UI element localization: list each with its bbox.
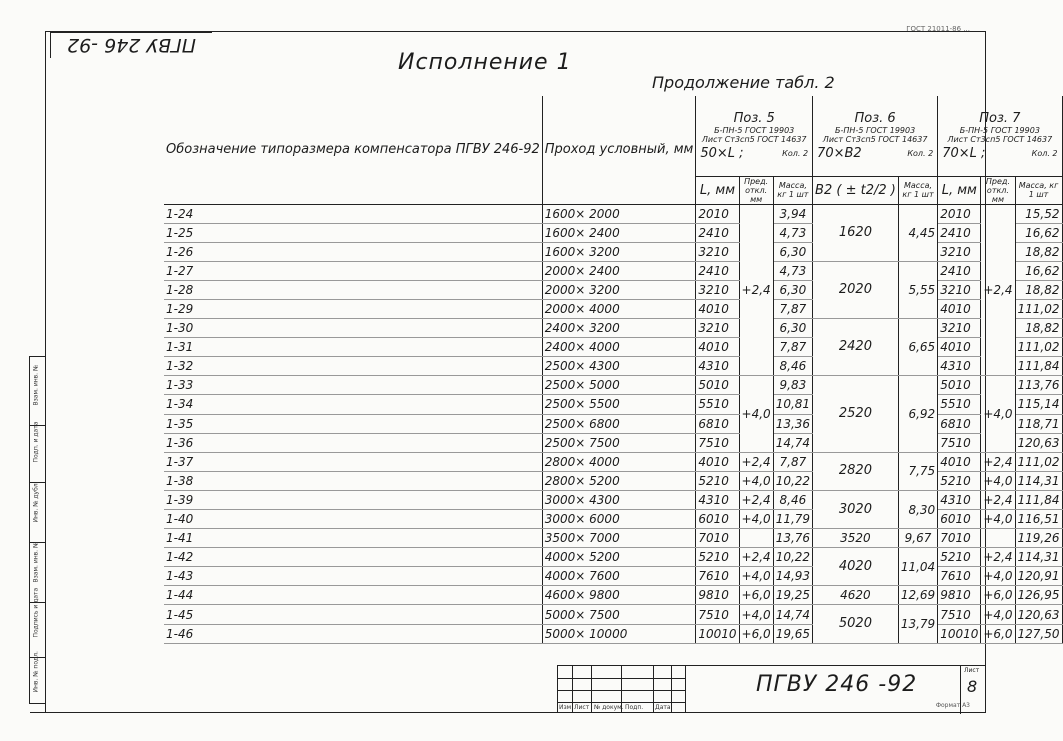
cell-pos7-L: 3210: [938, 319, 981, 338]
cell-pos7-mass: 126,95: [1015, 586, 1062, 605]
cell-pos7-dev: +2,4: [981, 452, 1015, 471]
cell-pos5-mass: 9,83: [773, 376, 812, 395]
cell-pos5-L: 7510: [696, 605, 739, 624]
sheet-number: 8: [967, 677, 978, 696]
cell-pos7-mass: 120,63: [1015, 605, 1062, 624]
sheet-label: Лист: [964, 667, 980, 674]
cell-pos5-L: 5510: [696, 395, 739, 414]
cell-pos7-mass: 18,82: [1015, 280, 1062, 299]
cell-pos6-B: 2520: [813, 376, 899, 452]
cell-pos7-dev: +4,0: [981, 376, 1015, 452]
cell-passage: 2000× 4000: [542, 299, 696, 318]
cell-pos5-dev: +4,0: [739, 471, 773, 490]
cell-pos5-L: 6010: [696, 510, 739, 529]
cell-pos6-B: 4020: [813, 548, 899, 586]
cell-designation: 1-29: [164, 299, 542, 318]
cell-pos5-mass: 10,22: [773, 548, 812, 567]
cell-passage: 2500× 5500: [542, 395, 696, 414]
cell-pos5-dev: +2,4: [739, 490, 773, 509]
cell-pos7-dev: [981, 529, 1015, 548]
pos5-qty: Кол. 2: [782, 148, 809, 158]
cell-passage: 2500× 7500: [542, 433, 696, 452]
cell-designation: 1-38: [164, 471, 542, 490]
cell-pos5-L: 4310: [696, 357, 739, 376]
cell-pos7-mass: 111,84: [1015, 357, 1062, 376]
cell-pos7-L: 7510: [938, 433, 981, 452]
cell-pos7-mass: 111,02: [1015, 299, 1062, 318]
pos6-title: Поз. 6: [854, 110, 896, 126]
cell-pos7-mass: 115,14: [1015, 395, 1062, 414]
cell-pos7-mass: 111,02: [1015, 452, 1062, 471]
cell-designation: 1-28: [164, 280, 542, 299]
cell-pos5-L: 3210: [696, 319, 739, 338]
cell-pos7-L: 2410: [938, 223, 981, 242]
cell-pos6-B: 2820: [813, 452, 899, 490]
cell-pos6-mass: 8,30: [898, 490, 937, 528]
cell-pos5-L: 5010: [696, 376, 739, 395]
cell-designation: 1-34: [164, 395, 542, 414]
tb-label-sign: Подп.: [625, 704, 644, 711]
header-pos5: [696, 96, 813, 176]
cell-pos6-B: 4620: [813, 586, 899, 605]
cell-pos7-L: 4310: [938, 357, 981, 376]
table-row: [164, 529, 1062, 548]
cell-pos7-mass: 116,51: [1015, 510, 1062, 529]
tb-label-doc: № докум.: [594, 704, 624, 711]
cell-pos5-mass: 7,87: [773, 299, 812, 318]
cell-pos5-dev: +6,0: [739, 624, 773, 643]
cell-pos7-L: 4010: [938, 338, 981, 357]
cell-designation: 1-35: [164, 414, 542, 433]
table-row: [164, 548, 1062, 567]
cell-pos5-L: 6810: [696, 414, 739, 433]
strip-label: Инв. № дубл.: [32, 481, 40, 523]
cell-pos7-mass: 120,63: [1015, 433, 1062, 452]
cell-pos6-mass: 11,04: [898, 548, 937, 586]
header-pos6-mass: Масса, кг 1 шт: [898, 176, 937, 204]
cell-pos7-L: 7010: [938, 529, 981, 548]
cell-pos7-mass: 15,52: [1015, 204, 1062, 223]
cell-passage: 1600× 2000: [542, 204, 696, 223]
cell-pos7-L: 5010: [938, 376, 981, 395]
cell-pos6-mass: 6,65: [898, 319, 937, 376]
cell-passage: 2400× 3200: [542, 319, 696, 338]
cell-pos5-mass: 6,30: [773, 280, 812, 299]
cell-pos6-B: 3020: [813, 490, 899, 528]
cell-designation: 1-43: [164, 567, 542, 586]
cell-pos5-dev: +2,4: [739, 548, 773, 567]
title-block: [557, 665, 986, 713]
table-row: [164, 605, 1062, 624]
header-pos5-dev: Пред. откл. мм: [739, 176, 773, 204]
strip-label: Подп. и дата: [32, 421, 40, 463]
cell-pos7-L: 2410: [938, 261, 981, 280]
cell-pos6-mass: 9,67: [898, 529, 937, 548]
cell-pos5-mass: 7,87: [773, 338, 812, 357]
cell-pos5-L: 4010: [696, 452, 739, 471]
cell-pos6-B: 2420: [813, 319, 899, 376]
pos7-spec2: Лист Ст3сп5 ГОСТ 14637: [947, 134, 1053, 144]
cell-pos5-mass: 14,93: [773, 567, 812, 586]
pos6-spec2: Лист Ст3сп5 ГОСТ 14637: [822, 134, 928, 144]
cell-pos5-dev: +2,4: [739, 204, 773, 376]
cell-pos7-L: 2010: [938, 204, 981, 223]
cell-pos5-mass: 14,74: [773, 605, 812, 624]
cell-pos7-dev: +2,4: [981, 490, 1015, 509]
header-pos6: [813, 96, 938, 176]
cell-passage: 5000× 7500: [542, 605, 696, 624]
cell-passage: 2000× 2400: [542, 261, 696, 280]
cell-pos7-L: 7610: [938, 567, 981, 586]
cell-designation: 1-24: [164, 204, 542, 223]
cell-pos6-mass: 12,69: [898, 586, 937, 605]
cell-pos7-L: 4010: [938, 299, 981, 318]
cell-designation: 1-32: [164, 357, 542, 376]
strip-label: Подпись и дата: [32, 587, 40, 638]
cell-designation: 1-31: [164, 338, 542, 357]
cell-pos6-B: 2020: [813, 261, 899, 318]
cell-pos7-L: 5210: [938, 471, 981, 490]
cell-pos6-B: 1620: [813, 204, 899, 261]
pos6-spec1: Б-ПН-5 ГОСТ 19903: [835, 125, 916, 135]
cell-passage: 2400× 4000: [542, 338, 696, 357]
cell-pos7-mass: 119,26: [1015, 529, 1062, 548]
cell-pos7-L: 9810: [938, 586, 981, 605]
cell-passage: 2800× 5200: [542, 471, 696, 490]
cell-passage: 2000× 3200: [542, 280, 696, 299]
cell-pos7-dev: +4,0: [981, 567, 1015, 586]
cell-pos7-L: 5210: [938, 548, 981, 567]
cell-pos5-L: 3210: [696, 280, 739, 299]
cell-pos7-dev: +2,4: [981, 548, 1015, 567]
pos5-spec1: Б-ПН-5 ГОСТ 19903: [714, 125, 795, 135]
pos7-qty: Кол. 2: [1031, 148, 1058, 158]
cell-pos5-mass: 13,76: [773, 529, 812, 548]
cell-pos7-mass: 111,84: [1015, 490, 1062, 509]
strip-label: Инв. № подл.: [32, 651, 40, 693]
cell-pos7-dev: +4,0: [981, 605, 1015, 624]
cell-pos5-L: 7010: [696, 529, 739, 548]
cell-pos7-L: 6010: [938, 510, 981, 529]
left-signature-strip: [29, 356, 45, 704]
cell-pos7-mass: 127,50: [1015, 624, 1062, 643]
pos6-qty: Кол. 2: [907, 148, 934, 158]
cell-pos5-mass: 8,46: [773, 490, 812, 509]
cell-designation: 1-46: [164, 624, 542, 643]
cell-pos7-dev: +2,4: [981, 204, 1015, 376]
cell-pos5-L: 4010: [696, 338, 739, 357]
cell-pos6-mass: 5,55: [898, 261, 937, 318]
cell-pos6-mass: 7,75: [898, 452, 937, 490]
cell-pos5-mass: 6,30: [773, 319, 812, 338]
table-row: [164, 490, 1062, 509]
cell-passage: 3000× 6000: [542, 510, 696, 529]
pos5-size: 50×L ;: [700, 145, 744, 161]
header-pos7-dev: Пред. откл. мм: [981, 176, 1015, 204]
document-designation: ПГВУ 246 -92: [756, 672, 918, 697]
cell-pos7-L: 4010: [938, 452, 981, 471]
cell-pos7-mass: 113,76: [1015, 376, 1062, 395]
cell-designation: 1-36: [164, 433, 542, 452]
cell-pos7-mass: 114,31: [1015, 548, 1062, 567]
cell-pos7-mass: 111,02: [1015, 338, 1062, 357]
header-designation: Обозначение типоразмера компенсатора ПГВУ 246-92: [164, 96, 542, 204]
cell-pos7-L: 3210: [938, 242, 981, 261]
cell-passage: 2500× 6800: [542, 414, 696, 433]
table-row: [164, 452, 1062, 471]
cell-pos7-mass: 114,31: [1015, 471, 1062, 490]
cell-pos6-B: 3520: [813, 529, 899, 548]
cell-pos7-dev: +6,0: [981, 624, 1015, 643]
cell-pos5-dev: +4,0: [739, 510, 773, 529]
cell-pos5-L: 4310: [696, 490, 739, 509]
header-passage: Проход условный, мм: [542, 96, 696, 204]
cell-pos7-dev: +4,0: [981, 471, 1015, 490]
cell-pos5-mass: 19,25: [773, 586, 812, 605]
cell-passage: 2800× 4000: [542, 452, 696, 471]
cell-pos7-mass: 120,91: [1015, 567, 1062, 586]
table-row: [164, 204, 1062, 223]
cell-pos5-L: 9810: [696, 586, 739, 605]
cell-pos5-dev: +4,0: [739, 376, 773, 452]
table-row: [164, 586, 1062, 605]
cell-pos5-mass: 19,65: [773, 624, 812, 643]
doc-header: ГОСТ 21011-86 ...: [906, 25, 970, 33]
tb-label-date: Дата: [655, 704, 671, 711]
cell-pos5-dev: +6,0: [739, 586, 773, 605]
cell-pos5-mass: 6,30: [773, 242, 812, 261]
table-continuation-note: Продолжение табл. 2: [652, 73, 835, 92]
cell-designation: 1-41: [164, 529, 542, 548]
cell-passage: 4000× 7600: [542, 567, 696, 586]
cell-passage: 2500× 4300: [542, 357, 696, 376]
cell-designation: 1-39: [164, 490, 542, 509]
cell-pos5-mass: 3,94: [773, 204, 812, 223]
cell-passage: 3000× 4300: [542, 490, 696, 509]
cell-pos5-mass: 4,73: [773, 261, 812, 280]
cell-pos5-mass: 4,73: [773, 223, 812, 242]
cell-passage: 1600× 2400: [542, 223, 696, 242]
cell-pos5-L: 3210: [696, 242, 739, 261]
cell-pos5-L: 4010: [696, 299, 739, 318]
cell-pos7-dev: +6,0: [981, 586, 1015, 605]
cell-pos7-L: 4310: [938, 490, 981, 509]
tb-label-izm: Изм: [559, 704, 572, 711]
cell-pos6-mass: 4,45: [898, 204, 937, 261]
header-pos5-mass: Масса, кг 1 шт: [773, 176, 812, 204]
cell-pos5-mass: 11,79: [773, 510, 812, 529]
cell-pos6-B: 5020: [813, 605, 899, 643]
tb-label-list: Лист: [574, 704, 590, 711]
cell-pos6-mass: 6,92: [898, 376, 937, 452]
cell-pos6-mass: 13,79: [898, 605, 937, 643]
cell-designation: 1-44: [164, 586, 542, 605]
cell-pos5-mass: 8,46: [773, 357, 812, 376]
pos5-spec2: Лист Ст3сп5 ГОСТ 14637: [701, 134, 807, 144]
pos7-size: 70×L ;: [942, 145, 986, 161]
pos5-title: Поз. 5: [733, 110, 775, 126]
pos7-title: Поз. 7: [979, 110, 1021, 126]
cell-pos7-mass: 118,71: [1015, 414, 1062, 433]
cell-designation: 1-40: [164, 510, 542, 529]
cell-designation: 1-26: [164, 242, 542, 261]
cell-passage: 1600× 3200: [542, 242, 696, 261]
header-pos7-mass: Масса, кг 1 шт: [1015, 176, 1062, 204]
page-title: Исполнение 1: [398, 50, 572, 75]
header-pos7-L: L, мм: [938, 176, 981, 204]
cell-designation: 1-45: [164, 605, 542, 624]
cell-pos5-mass: 10,22: [773, 471, 812, 490]
cell-pos7-L: 7510: [938, 605, 981, 624]
cell-pos5-L: 7510: [696, 433, 739, 452]
cell-pos5-L: 5210: [696, 471, 739, 490]
cell-pos5-mass: 10,81: [773, 395, 812, 414]
cell-pos7-mass: 16,62: [1015, 223, 1062, 242]
cell-pos7-L: 10010: [938, 624, 981, 643]
cell-passage: 4600× 9800: [542, 586, 696, 605]
cell-designation: 1-33: [164, 376, 542, 395]
cell-pos7-dev: +4,0: [981, 510, 1015, 529]
cell-pos5-dev: +4,0: [739, 605, 773, 624]
cell-designation: 1-42: [164, 548, 542, 567]
strip-label: Взам. инв. №: [32, 364, 40, 406]
cell-pos5-L: 2010: [696, 204, 739, 223]
header-pos6-B: В2 ( ± t2/2 ): [813, 176, 899, 204]
cell-pos5-dev: +4,0: [739, 567, 773, 586]
table-row: [164, 261, 1062, 280]
cell-designation: 1-30: [164, 319, 542, 338]
cell-passage: 5000× 10000: [542, 624, 696, 643]
header-pos7: [938, 96, 1062, 176]
cell-passage: 3500× 7000: [542, 529, 696, 548]
format-label: Формат А3: [935, 702, 970, 709]
cell-pos7-L: 3210: [938, 280, 981, 299]
cell-pos5-dev: [739, 529, 773, 548]
cell-passage: 4000× 5200: [542, 548, 696, 567]
cell-pos7-L: 5510: [938, 395, 981, 414]
cell-passage: 2500× 5000: [542, 376, 696, 395]
cell-pos5-L: 10010: [696, 624, 739, 643]
cell-pos7-mass: 16,62: [1015, 261, 1062, 280]
cell-pos5-mass: 13,36: [773, 414, 812, 433]
cell-pos5-L: 5210: [696, 548, 739, 567]
table-row: [164, 376, 1062, 395]
header-pos5-L: L, мм: [696, 176, 739, 204]
cell-pos5-mass: 7,87: [773, 452, 812, 471]
pos6-size: 70×В2: [817, 145, 862, 161]
rotated-designation-stamp: ПГВУ 246 -92: [50, 32, 212, 58]
pos7-spec1: Б-ПН-5 ГОСТ 19903: [959, 125, 1040, 135]
cell-pos5-L: 2410: [696, 261, 739, 280]
cell-pos5-dev: +2,4: [739, 452, 773, 471]
cell-designation: 1-25: [164, 223, 542, 242]
cell-pos7-mass: 18,82: [1015, 242, 1062, 261]
table-row: [164, 319, 1062, 338]
cell-pos7-mass: 18,82: [1015, 319, 1062, 338]
cell-designation: 1-37: [164, 452, 542, 471]
cell-designation: 1-27: [164, 261, 542, 280]
compensator-table: [164, 96, 1063, 644]
strip-label: Взам. инв. №: [32, 541, 40, 583]
cell-pos5-L: 7610: [696, 567, 739, 586]
cell-pos7-L: 6810: [938, 414, 981, 433]
cell-pos5-L: 2410: [696, 223, 739, 242]
cell-pos5-mass: 14,74: [773, 433, 812, 452]
